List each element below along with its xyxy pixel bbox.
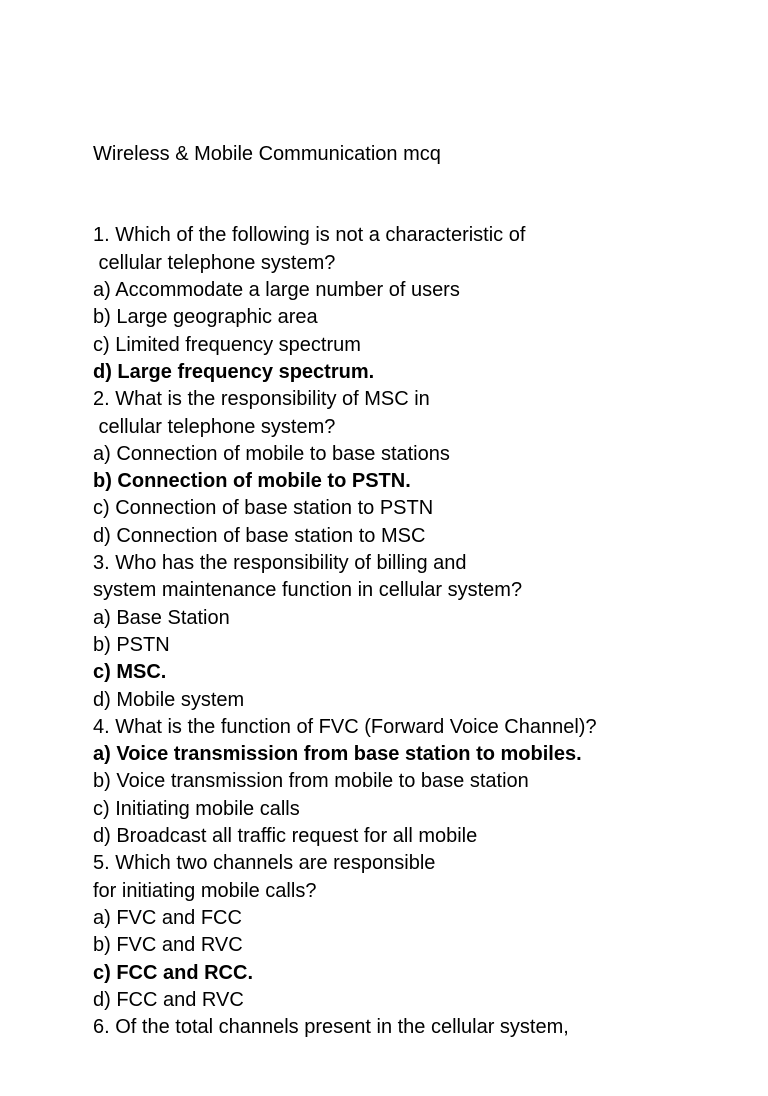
option-line: a) Connection of mobile to base stations [93,442,450,465]
question-line: 5. Which two channels are responsible [93,852,436,875]
option-line: d) FCC and RVC [93,988,244,1011]
option-line: a) Accommodate a large number of users [93,279,460,302]
correct-answer-line: d) Large frequency spectrum. [93,360,375,383]
option-line: b) PSTN [93,633,170,656]
option-line: a) FVC and FCC [93,906,242,929]
option-line: b) Large geographic area [93,306,318,329]
option-line: d) Mobile system [93,688,245,711]
question-line: 6. Of the total channels present in the cellular system, [93,1016,569,1039]
question-line: 2. What is the responsibility of MSC in [93,388,430,411]
option-line: d) Connection of base station to MSC [93,524,426,547]
option-line: a) Base Station [93,606,230,629]
option-line: c) Connection of base station to PSTN [93,497,434,520]
document-body [93,86,733,1096]
document-title: Wireless & Mobile Communication mcq [93,142,441,165]
question-continuation-line: cellular telephone system? [93,251,336,274]
correct-answer-line: b) Connection of mobile to PSTN. [93,470,411,493]
option-line: b) Voice transmission from mobile to base station [93,770,529,793]
correct-answer-line: c) MSC. [93,661,167,684]
question-continuation-line: cellular telephone system? [93,415,336,438]
question-line: 1. Which of the following is not a characteristic of [93,224,526,247]
option-line: d) Broadcast all traffic request for all mobile [93,825,478,848]
option-line: c) Initiating mobile calls [93,797,300,820]
correct-answer-line: a) Voice transmission from base station to mobiles. [93,743,582,766]
correct-answer-line: c) FCC and RCC. [93,961,253,984]
option-line: b) FVC and RVC [93,934,243,957]
question-continuation-line: system maintenance function in cellular system? [93,579,523,602]
option-line: c) Limited frequency spectrum [93,333,361,356]
question-list [93,222,733,1041]
question-line: 3. Who has the responsibility of billing and [93,552,467,575]
question-line: 4. What is the function of FVC (Forward Voice Channel)? [93,715,597,738]
question-continuation-line: for initiating mobile calls? [93,879,317,902]
